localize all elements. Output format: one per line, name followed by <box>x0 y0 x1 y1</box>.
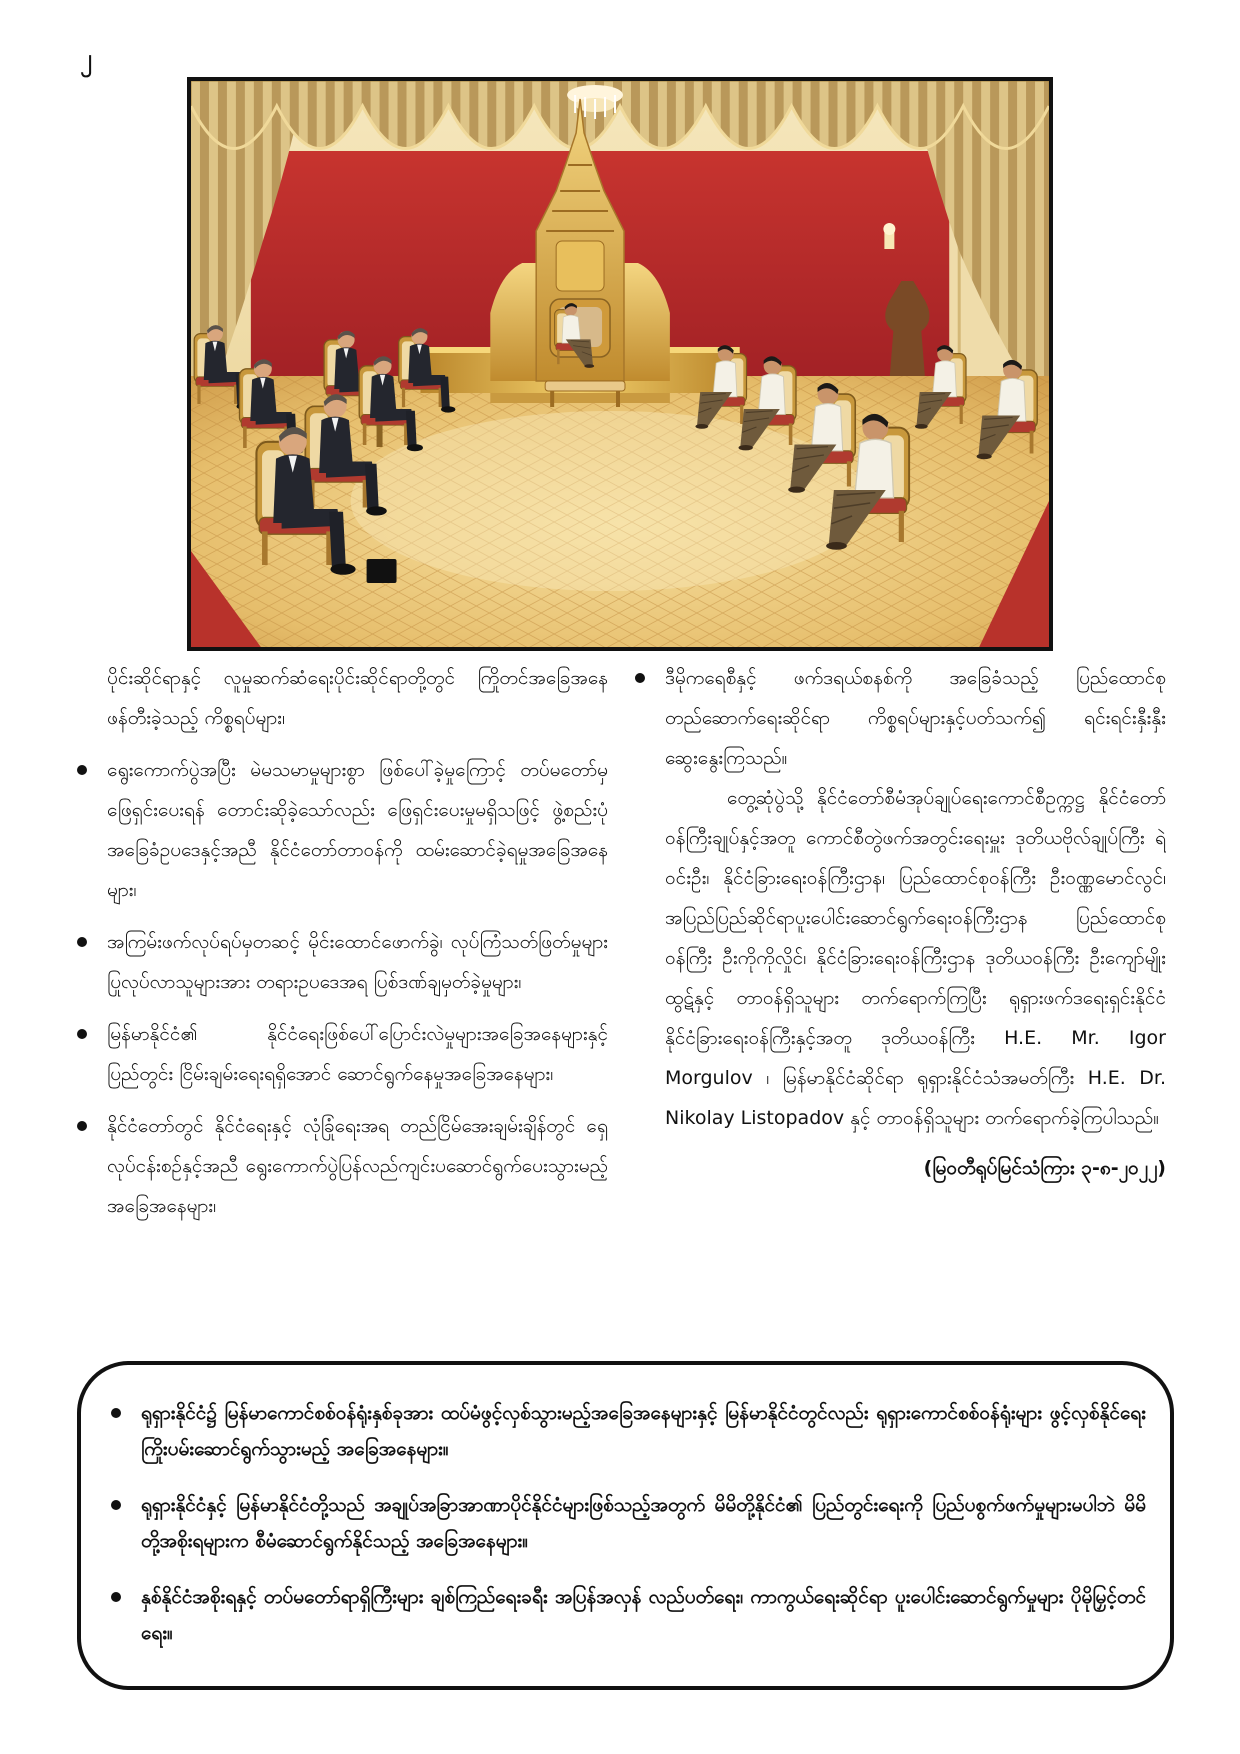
briefcase <box>367 559 397 583</box>
bullet-item <box>109 1395 1146 1467</box>
bullet-icon <box>111 1500 121 1510</box>
attendance-paragraph <box>631 778 1166 1138</box>
wall-sconce <box>883 223 895 249</box>
right-bullet-list <box>631 658 1166 778</box>
page-number: ၂ <box>80 44 92 72</box>
bullet-item <box>109 1579 1146 1651</box>
left-column <box>73 658 608 1348</box>
left-bullet-list <box>73 750 608 1226</box>
bullet-item <box>73 1106 608 1226</box>
bullet-text: ရုရှားနိုင်ငံနှင့် မြန်မာနိုင်ငံတို့သည် အချုပ်အခြာအာဏာပိုင်နိုင်ငံများဖြစ်သည့်အတွက် မိမိတို့နိုင်ငံ၏ ပြည်တွင်းရေးကို ပြည်ပစွက်ဖက်မှုများမပါဘဲ မိမိတို့အစိုးရများက စီမံဆောင်ရွက်နိုင်သည့် အခြေအနေများ။ <box>141 1494 1146 1552</box>
bullet-item <box>631 658 1166 778</box>
bullet-icon <box>77 765 87 775</box>
bullet-icon <box>77 1121 87 1131</box>
meeting-photo-illustration <box>191 81 1049 647</box>
highlight-bullet-list <box>109 1395 1146 1651</box>
meeting-photo <box>187 77 1053 651</box>
bullet-icon <box>77 937 87 947</box>
continuation-paragraph <box>73 658 608 738</box>
source-credit: (မြဝတီရုပ်မြင်သံကြား ၃-၈-၂၀၂၂) <box>923 1157 1166 1179</box>
bullet-text: နိုင်ငံတော်တွင် နိုင်ငံရေးနှင့် လုံခြုံရေးအရ တည်ငြိမ်အေးချမ်းချိန်တွင် ရှေ့လုပ်ငန်းစဉ်နှင့်အညီ ရွေးကောက်ပွဲပြန်လည်ကျင်းပဆောင်ရွက်ပေးသွားမည့် အခြေအနေများ၊ <box>107 1115 608 1217</box>
attendance-text: တွေ့ဆုံပွဲသို့ နိုင်ငံတော်စီမံအုပ်ချုပ်ရေးကောင်စီဥက္ကဋ္ဌ နိုင်ငံတော်ဝန်ကြီးချုပ်နှင့်အတူ ကောင်စီတွဲဖက်အတွင်းရေးမှူး ဒုတိယဗိုလ်ချုပ်ကြီး ရဲဝင်းဦး၊ နိုင်ငံခြားရေးဝန်ကြီးဌာန၊ ပြည်ထောင်စုဝန်ကြီး ဦးဝဏ္ဏမောင်လွင်၊ အပြည်ပြည်ဆိုင်ရာပူးပေါင်းဆောင်ရွက်ရေးဝန်ကြီးဌာန ပြည်ထောင်စုဝန်ကြီး ဦးကိုကိုလှိုင်၊ နိုင်ငံခြားရေးဝန်ကြီးဌာန ဒုတိယဝန်ကြီး ဦးကျော်မျိုးထွဋ်နှင့် တာဝန်ရှိသူများ တက်ရောက်ကြပြီး ရုရှားဖက်ဒရေးရှင်းနိုင်ငံ နိုင်ငံခြားရေးဝန်ကြီးနှင့်အတူ ဒုတိယဝန်ကြီး H.E. Mr. Igor Morgulov ၊ မြန်မာနိုင်ငံဆိုင်ရာ ရုရှားနိုင်ငံသံအမတ်ကြီး H.E. Dr. Nikolay Listopadov နှင့် တာဝန်ရှိသူများ တက်ရောက်ခဲ့ကြပါသည်။ <box>665 787 1166 1129</box>
bullet-icon <box>111 1592 121 1602</box>
bullet-text: နှစ်နိုင်ငံအစိုးရနှင့် တပ်မတော်ရာရှိကြီးများ ချစ်ကြည်ရေးခရီး အပြန်အလှန် လည်ပတ်ရေး၊ ကာကွယ်ရေးဆိုင်ရာ ပူးပေါင်းဆောင်ရွက်မှုများ ပိုမိုမြှင့်တင်ရေး။ <box>141 1586 1146 1644</box>
bullet-item <box>73 1014 608 1094</box>
right-column <box>631 658 1166 1348</box>
bullet-item <box>109 1487 1146 1559</box>
bullet-text: ရွေးကောက်ပွဲအပြီး မဲမသမာမှုများစွာ ဖြစ်ပေါ်ခဲ့မှုကြောင့် တပ်မတော်မှ ဖြေရှင်းပေးရန် တောင်းဆိုခဲ့သော်လည်း ဖြေရှင်းပေးမှုမရှိသဖြင့် ဖွဲ့စည်းပုံအခြေခံဥပဒေနှင့်အညီ နိုင်ငံတော်တာဝန်ကို ထမ်းဆောင်ခဲ့ရမှုအခြေအနေများ၊ <box>107 759 608 901</box>
bullet-item <box>73 922 608 1002</box>
highlight-box <box>77 1361 1174 1690</box>
bullet-item <box>73 750 608 910</box>
continuation-text: ပိုင်းဆိုင်ရာနှင့် လူမှုဆက်ဆံရေးပိုင်းဆိုင်ရာတို့တွင် ကြိုတင်အခြေအနေဖန်တီးခဲ့သည့် ကိစ္စရပ်များ၊ <box>107 667 608 729</box>
bullet-icon <box>111 1408 121 1418</box>
bullet-text: အကြမ်းဖက်လုပ်ရပ်မှတဆင့် မိုင်းထောင်ဖောက်ခွဲ၊ လုပ်ကြံသတ်ဖြတ်မှုများ ပြုလုပ်လာသူများအား တရားဥပဒေအရ ပြစ်ဒဏ်ချမှတ်ခဲ့မှုများ၊ <box>107 931 608 993</box>
bullet-text: မြန်မာနိုင်ငံ၏ နိုင်ငံရေးဖြစ်ပေါ်ပြောင်းလဲမှုများအခြေအနေများနှင့် ပြည်တွင်း ငြိမ်းချမ်းရေးရရှိအောင် ဆောင်ရွက်နေမှုအခြေအနေများ၊ <box>107 1023 608 1085</box>
bullet-text: ဒီမိုကရေစီနှင့် ဖက်ဒရယ်စနစ်ကို အခြေခံသည့် ပြည်ထောင်စု တည်ဆောက်ရေးဆိုင်ရာ ကိစ္စရပ်များနှင့်ပတ်သက်၍ ရင်းရင်းနှီးနှီး ဆွေးနွေးကြသည်။ <box>665 667 1166 769</box>
bullet-icon <box>635 673 645 683</box>
bullet-icon <box>77 1029 87 1039</box>
bullet-text: ရုရှားနိုင်ငံ၌ မြန်မာကောင်စစ်ဝန်ရုံးနှစ်ခုအား ထပ်မံဖွင့်လှစ်သွားမည့်အခြေအနေများနှင့် မြန်မာနိုင်ငံတွင်လည်း ရုရှားကောင်စစ်ဝန်ရုံးများ ဖွင့်လှစ်နိုင်ရေး ကြိုးပမ်းဆောင်ရွက်သွားမည့် အခြေအနေများ။ <box>141 1402 1146 1460</box>
